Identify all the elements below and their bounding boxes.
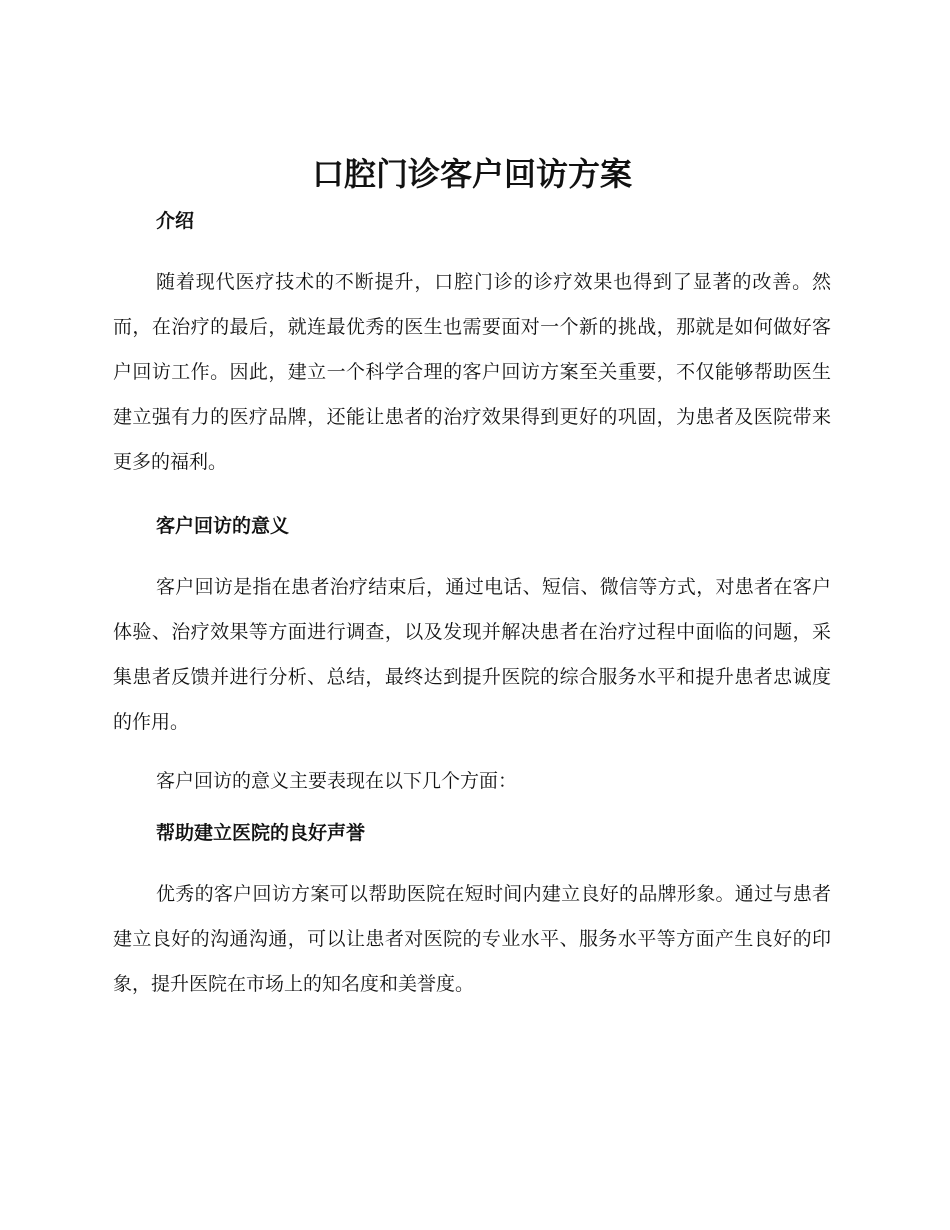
section-heading-significance: 客户回访的意义 [156,515,290,537]
significance-paragraph: 客户回访是指在患者治疗结束后，通过电话、短信、微信等方式，对患者在客户体验、治疗效果等方面进行调查，以及发现并解决患者在治疗过程中面临的问题，采集患者反馈并进行分析、总结，最终达到提升医院的综合服务水平和提升患者忠诚度的作用。 [113,576,831,733]
significance-summary-paragraph: 客户回访的意义主要表现在以下几个方面： [156,770,518,792]
reputation-paragraph: 优秀的客户回访方案可以帮助医院在短时间内建立良好的品牌形象。通过与患者建立良好的沟通沟通，可以让患者对医院的专业水平、服务水平等方面产生良好的印象，提升医院在市场上的知名度和美誉度。 [113,883,831,995]
spacer [113,236,831,260]
document-content [113,150,831,1007]
spacer [113,485,831,511]
page-title: 口腔门诊客户回访方案 [311,155,632,193]
spacer [113,541,831,565]
spacer [113,804,831,818]
spacer [113,848,831,872]
section-heading-introduction: 介绍 [156,210,195,232]
spacer [113,745,831,759]
introduction-paragraph: 随着现代医疗技术的不断提升，口腔门诊的诊疗效果也得到了显著的改善。然而，在治疗的最后，就连最优秀的医生也需要面对一个新的挑战，那就是如何做好客户回访工作。因此，建立一个科学合理的客户回访方案至关重要，不仅能够帮助医生建立强有力的医疗品牌，还能让患者的治疗效果得到更好的巩固，为患者及医院带来更多的福利。 [113,271,831,473]
section-heading-reputation: 帮助建立医院的良好声誉 [156,822,366,844]
